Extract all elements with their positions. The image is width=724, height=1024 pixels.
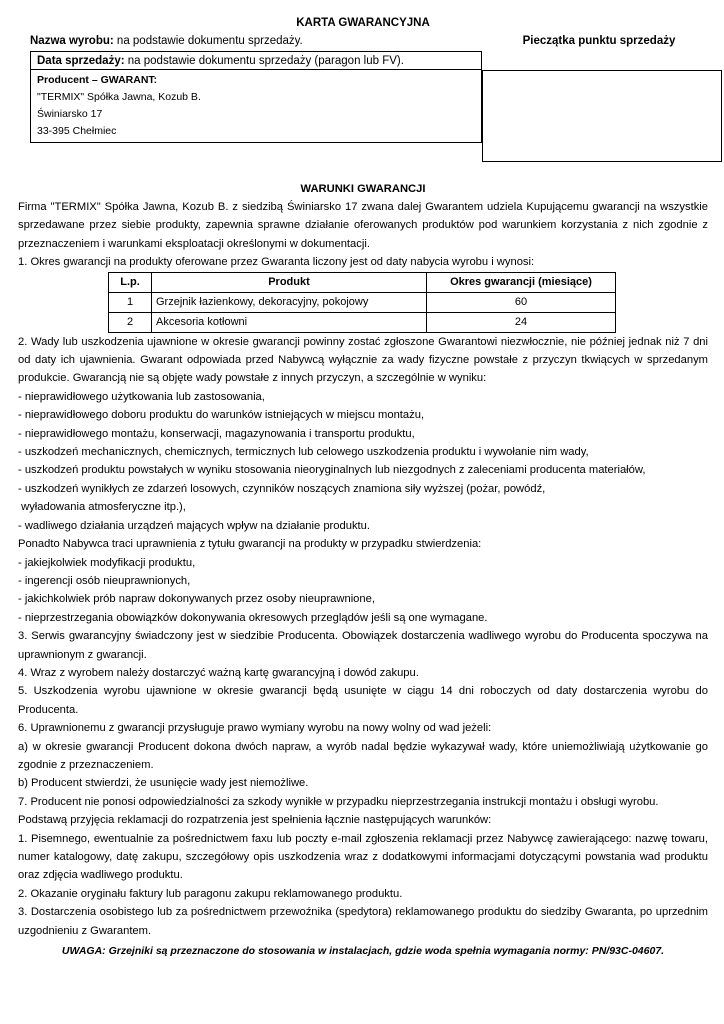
producer-box — [30, 70, 482, 143]
table-cell: 2 — [109, 312, 152, 332]
exclusion-item: - nieprawidłowego montażu, konserwacji, magazynowania i transportu produktu, — [18, 427, 415, 440]
table-cell: Akcesoria kotłowni — [152, 312, 427, 332]
loss-item: - jakichkolwiek prób napraw dokonywanych przez osoby nieuprawnione, — [18, 593, 375, 606]
product-name-value: na podstawie dokumentu sprzedaży. — [116, 35, 303, 47]
exclusion-item: - nieprawidłowego doboru produktu do warunków istniejących w miejscu montażu, — [18, 409, 425, 422]
paragraph-5: 5. Uszkodzenia wyrobu ujawnione w okresie gwarancji będą usunięte w ciągu 14 dni roboczych od daty dostarczenia wyrobu do Producenta. — [18, 685, 708, 716]
column-header: Okres gwarancji (miesiące) — [427, 272, 616, 292]
loss-item: - jakiejkolwiek modyfikacji produktu, — [18, 556, 196, 569]
table-header-row — [109, 272, 616, 292]
paragraph-3: 3. Serwis gwarancyjny świadczony jest w siedzibie Producenta. Obowiązek dostarczenia wadliwego wyrobu do Producenta spoczywa na uprawnionym z gwarancji. — [18, 630, 708, 661]
producer-line: "TERMIX" Spółka Jawna, Kozub B. — [37, 91, 201, 103]
sale-date-label: Data sprzedaży: — [37, 55, 125, 67]
producer-label: Producent – GWARANT: — [37, 74, 158, 86]
exclusion-item: - uszkodzeń mechanicznych, chemicznych, termicznych lub celowego uszkodzenia produktu i wywołanie nim wady, — [18, 446, 589, 459]
exclusion-item: - wadliwego działania urządzeń mających wpływ na działanie produktu. — [18, 519, 370, 532]
warranty-period-table — [108, 272, 616, 333]
claim-condition-2: 2. Okazanie oryginału faktury lub paragonu zakupu reklamowanego produktu. — [18, 887, 403, 900]
loss-item: - nieprzestrzegania obowiązków dokonywania okresowych przeglądów jeśli są one wymagane. — [18, 611, 488, 624]
sale-date-value: na podstawie dokumentu sprzedaży (paragon lub FV). — [127, 55, 404, 67]
table-cell: 60 — [427, 292, 616, 312]
paragraph-6b: b) Producent stwierdzi, że usunięcie wady jest niemożliwe. — [18, 777, 309, 790]
paragraph-6: 6. Uprawnionemu z gwarancji przysługuje prawo wymiany wyrobu na nowy wolny od wad jeżeli: — [18, 722, 492, 735]
loss-item: - ingerencji osób nieuprawnionych, — [18, 574, 191, 587]
warning-note: UWAGA: Grzejniki są przeznaczone do stosowania w instalacjach, gdzie woda spełnia wymagania normy: PN/93C-04607. — [61, 945, 665, 958]
column-header: L.p. — [109, 272, 152, 292]
producer-line: Świniarsko 17 — [37, 108, 103, 120]
loss-intro: Ponadto Nabywca traci uprawnienia z tytułu gwarancji na produkty w przypadku stwierdzenia: — [18, 538, 482, 551]
sale-date-row — [30, 51, 482, 70]
warranty-card — [18, 14, 708, 960]
stamp-box — [482, 70, 722, 162]
paragraph-4: 4. Wraz z wyrobem należy dostarczyć ważną kartę gwarancyjną i dowód zakupu. — [18, 666, 419, 679]
table-cell: 24 — [427, 312, 616, 332]
header-section — [18, 32, 708, 170]
exclusion-item: - nieprawidłowego użytkowania lub zastosowania, — [18, 390, 265, 403]
producer-line: 33-395 Chełmiec — [37, 125, 117, 137]
paragraph-1: 1. Okres gwarancji na produkty oferowane przez Gwaranta liczony jest od daty nabycia wyrobu i wynosi: — [18, 256, 535, 269]
table-row — [109, 312, 616, 332]
exclusion-item: - uszkodzeń produktu powstałych w wyniku stosowania nieoryginalnych lub niezgodnych z zaleceniami producenta materiałów, — [18, 464, 646, 477]
column-header: Produkt — [152, 272, 427, 292]
table-cell: 1 — [109, 292, 152, 312]
claim-condition-1: 1. Pisemnego, ewentualnie za pośrednictwem faxu lub poczty e-mail zgłoszenia reklamacji przez Nabywcę zawierającego: nazwę towaru, numer katalogowy, datę zakupu, szczegółowy opis uszkodzenia wraz z dodatkowymi informacjami dotyczącymi powstania wad produktu oraz zdjęcia wadliwego produktu. — [18, 832, 708, 882]
page-title: KARTA GWARANCYJNA — [296, 17, 430, 29]
table-cell: Grzejnik łazienkowy, dekoracyjny, pokojowy — [152, 292, 427, 312]
claim-intro: Podstawą przyjęcia reklamacji do rozpatrzenia jest spełnienia łącznie następujących warunków: — [18, 814, 492, 827]
exclusion-item: - uszkodzeń wynikłych ze zdarzeń losowych, czynników noszących znamiona siły wyższej (pożar, powódź, — [18, 482, 546, 495]
claim-condition-3: 3. Dostarczenia osobistego lub za pośrednictwem przewoźnika (spedytora) reklamowanego produktu do siedziby Gwaranta, po uprzednim uzgodnieniu z Gwarantem. — [18, 906, 708, 937]
product-name-label: Nazwa wyrobu: — [30, 35, 114, 47]
paragraph-6a: a) w okresie gwarancji Producent dokona dwóch napraw, a wyrób nadal będzie wykazywał wady, które uniemożliwiają użytkowanie go zgodnie z przeznaczeniem. — [18, 740, 708, 771]
product-name-row — [30, 32, 482, 51]
header-fields — [30, 32, 482, 143]
conditions-title: WARUNKI GWARANCJI — [300, 183, 426, 195]
exclusion-item: wyładowania atmosferyczne itp.), — [18, 501, 186, 514]
paragraph-2: 2. Wady lub uszkodzenia ujawnione w okresie gwarancji powinny zostać zgłoszone Gwarantowi niezwłocznie, nie później jednak niż 7 dni od daty ich ujawnienia. Gwarant odpowiada przed Nabywcą wyłącznie za wady fizyczne powstałe z przyczyn tkwiących w sprzedanym produkcie. Gwarancją nie są objęte wady powstałe z innych przyczyn, a szczególnie w wyniku: — [18, 335, 708, 385]
stamp-label: Pieczątka punktu sprzedaży — [522, 35, 676, 47]
paragraph-7: 7. Producent nie ponosi odpowiedzialności za szkody wynikłe w przypadku nieprzestrzegania instrukcji montażu i obsługi wyrobu. — [18, 795, 659, 808]
intro-paragraph: Firma "TERMIX" Spółka Jawna, Kozub B. z siedzibą Świniarsko 17 zwana dalej Gwarantem udziela Kupującemu gwarancji na wszystkie sprzedawane przez siebie produkty, zapewnia sprawne działanie oferowanych produktów pod warunkiem korzystania z nich zgodnie z przeznaczeniem i warunkami eksploatacji określonymi w dokumentacji. — [18, 201, 708, 250]
table-row — [109, 292, 616, 312]
